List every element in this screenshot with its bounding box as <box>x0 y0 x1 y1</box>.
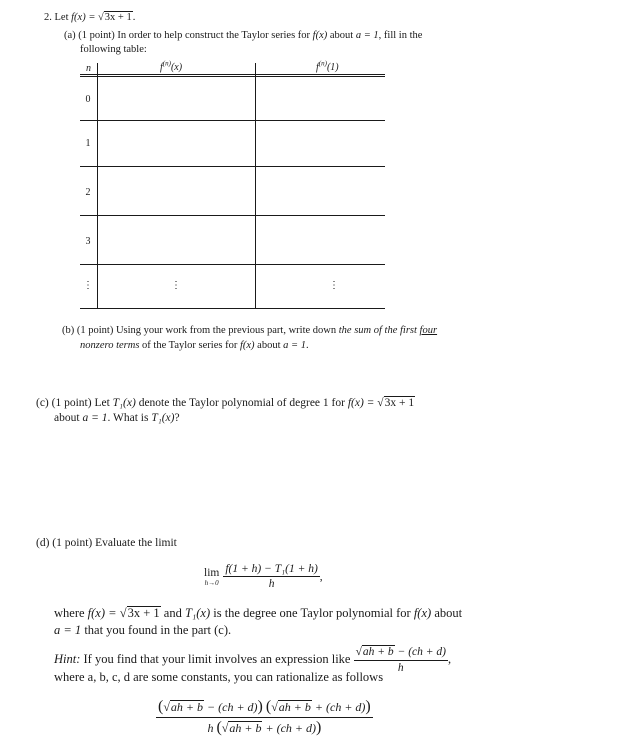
big-radicand-2: ah + b <box>278 700 311 714</box>
table-vline-1 <box>97 63 98 309</box>
part-d-points: (1 point) <box>52 537 93 549</box>
limit-display <box>204 563 323 590</box>
limit-trail: , <box>319 570 323 583</box>
limit-sub: h→0 <box>204 578 219 587</box>
taylor-table <box>80 59 385 309</box>
problem-intro-fn: f(x) = <box>71 12 96 23</box>
rationalize-fraction: $\frac{(√ah + b - (ch + d)) (√ah + b + (ch + d))}{h (√ah + b + (ch + d))}$ <box>158 698 371 736</box>
part-d-where-line2 <box>54 623 231 638</box>
table-header-rule-1 <box>80 74 385 75</box>
part-b-underline: four <box>419 325 438 336</box>
table-header-fn1: $f^{(n)}(1)$ <box>316 59 339 73</box>
part-a-points: (1 point) <box>78 30 115 41</box>
part-a-line1 <box>64 30 422 41</box>
problem-intro-prefix: Let <box>54 12 69 23</box>
table-row-n-2: 2 <box>85 187 91 198</box>
part-b-text1: Using your work from the previous part, write down <box>115 325 337 336</box>
part-c-line2-a: a = 1 <box>82 412 108 424</box>
big-den-h: h <box>207 721 214 735</box>
part-b-points: (1 point) <box>76 325 114 336</box>
limit-lim: lim <box>204 566 220 579</box>
big-den-radicand: ah + b <box>229 721 262 735</box>
hint-den: h <box>397 661 404 674</box>
table-row-rule-2 <box>80 166 385 167</box>
part-c-line2-3: ? <box>174 412 180 424</box>
part-b-italic1: the sum of the first <box>338 325 417 336</box>
problem-intro-radicand: 3x + 1 <box>104 12 132 23</box>
part-a-fn: f(x) <box>312 30 328 41</box>
part-c-line1: (c) (1 point) Let T₁(x) denote the Taylor polynomial of degree 1 for f(x) = √3x + 1 <box>36 397 415 409</box>
table-row-rule-1 <box>80 120 385 121</box>
part-a-text2: about <box>329 30 354 41</box>
table-header-rule-2 <box>80 76 385 77</box>
part-c-radicand: 3x + 1 <box>384 397 415 409</box>
table-header-fnx: $f^{(n)}(x)$ <box>160 59 183 73</box>
table-header-n: n <box>86 63 91 74</box>
problem-heading: 2. Let f(x) = √3x + 1. <box>44 12 136 23</box>
part-c-text2: denote the Taylor polynomial of degree 1 for <box>138 397 345 409</box>
part-c-line2 <box>54 412 180 424</box>
part-c-line2-1: about <box>54 412 80 424</box>
part-c-T1: T₁(x) <box>112 397 136 409</box>
table-bottom-rule <box>80 308 385 309</box>
hint-text: If you find that your limit involves an expression like <box>83 651 351 666</box>
big-den-rest: + (ch + d) <box>265 721 316 735</box>
where-2: and <box>163 606 182 620</box>
problem-intro-suffix: . <box>132 12 136 23</box>
hint-trail: , <box>447 651 452 666</box>
part-b-italic2: nonzero terms <box>80 340 140 351</box>
part-d-where-line1: where f(x) = √3x + 1 and T₁(x) is the degree one Taylor polynomial for f(x) about <box>54 606 463 620</box>
where-radicand: 3x + 1 <box>127 606 160 620</box>
limit-fraction <box>223 563 319 590</box>
table-col2-dots: ⋮ <box>171 280 181 291</box>
part-b-text2: of the Taylor series for <box>142 340 238 351</box>
part-a-text3: , fill in the <box>378 30 423 41</box>
part-b-line2 <box>80 340 309 351</box>
where-fn: f(x) = <box>87 606 117 620</box>
where-1: where <box>54 606 85 620</box>
hint-num-rest: − (ch + d) <box>397 646 446 658</box>
part-d-text: Evaluate the limit <box>95 537 177 549</box>
part-c-line2-2: . What is <box>107 412 149 424</box>
hint-radicand: ah + b <box>362 646 394 658</box>
rationalize-display <box>156 698 373 737</box>
big-rest-1: − (ch + d) <box>207 700 258 714</box>
big-radicand-1: ah + b <box>170 700 204 714</box>
where-fn2: f(x) <box>413 606 432 620</box>
part-c-line2-T1: T₁(x) <box>151 412 175 424</box>
part-a-label: (a) <box>64 30 76 41</box>
table-row-n-1: 1 <box>85 138 91 149</box>
where-line2-a: a = 1 <box>54 623 82 637</box>
part-c-fn: f(x) = <box>347 397 375 409</box>
table-row-rule-3 <box>80 215 385 216</box>
limit-numerator: f(1 + h) − T₁(1 + h) <box>225 563 318 575</box>
part-b-text4: . <box>305 340 309 351</box>
part-c-points: (1 point) <box>51 397 92 409</box>
part-b-a: a = 1 <box>283 340 306 351</box>
where-line2-rest: that you found in the part (c). <box>84 623 232 637</box>
table-vline-2 <box>255 63 256 309</box>
part-c-text1: Let <box>94 397 110 409</box>
table-row-n-3: 3 <box>85 236 91 247</box>
limit-denominator: h <box>268 578 275 590</box>
where-4: about <box>434 606 463 620</box>
part-b-fn: f(x) <box>239 340 255 351</box>
part-a-a: a = 1 <box>355 30 379 41</box>
table-row-rule-4 <box>80 264 385 265</box>
part-c-label: (c) <box>36 397 49 409</box>
part-a-text1: In order to help construct the Taylor series for <box>117 30 311 41</box>
part-d-label: (d) <box>36 537 50 549</box>
part-b-line1 <box>62 325 437 336</box>
table-row-n-dots: ⋮ <box>83 280 93 291</box>
problem-number: 2. <box>44 12 52 23</box>
table-col3-dots: ⋮ <box>329 280 339 291</box>
hint-line2: where a, b, c, d are some constants, you can rationalize as follows <box>54 670 384 684</box>
part-a-line2: following table: <box>80 44 147 55</box>
hint-label: Hint: <box>54 651 81 666</box>
part-b-label: (b) <box>62 325 75 336</box>
hint-fraction: $\frac{√ah + b - (ch + d)}{h}$ <box>355 646 446 674</box>
where-T1: T₁(x) <box>184 606 211 620</box>
part-d-line1 <box>36 537 177 549</box>
where-3: is the degree one Taylor polynomial for <box>213 606 411 620</box>
part-b-text3: about <box>257 340 281 351</box>
big-rest-2: + (ch + d) <box>314 700 366 714</box>
table-row-n-0: 0 <box>85 94 91 105</box>
